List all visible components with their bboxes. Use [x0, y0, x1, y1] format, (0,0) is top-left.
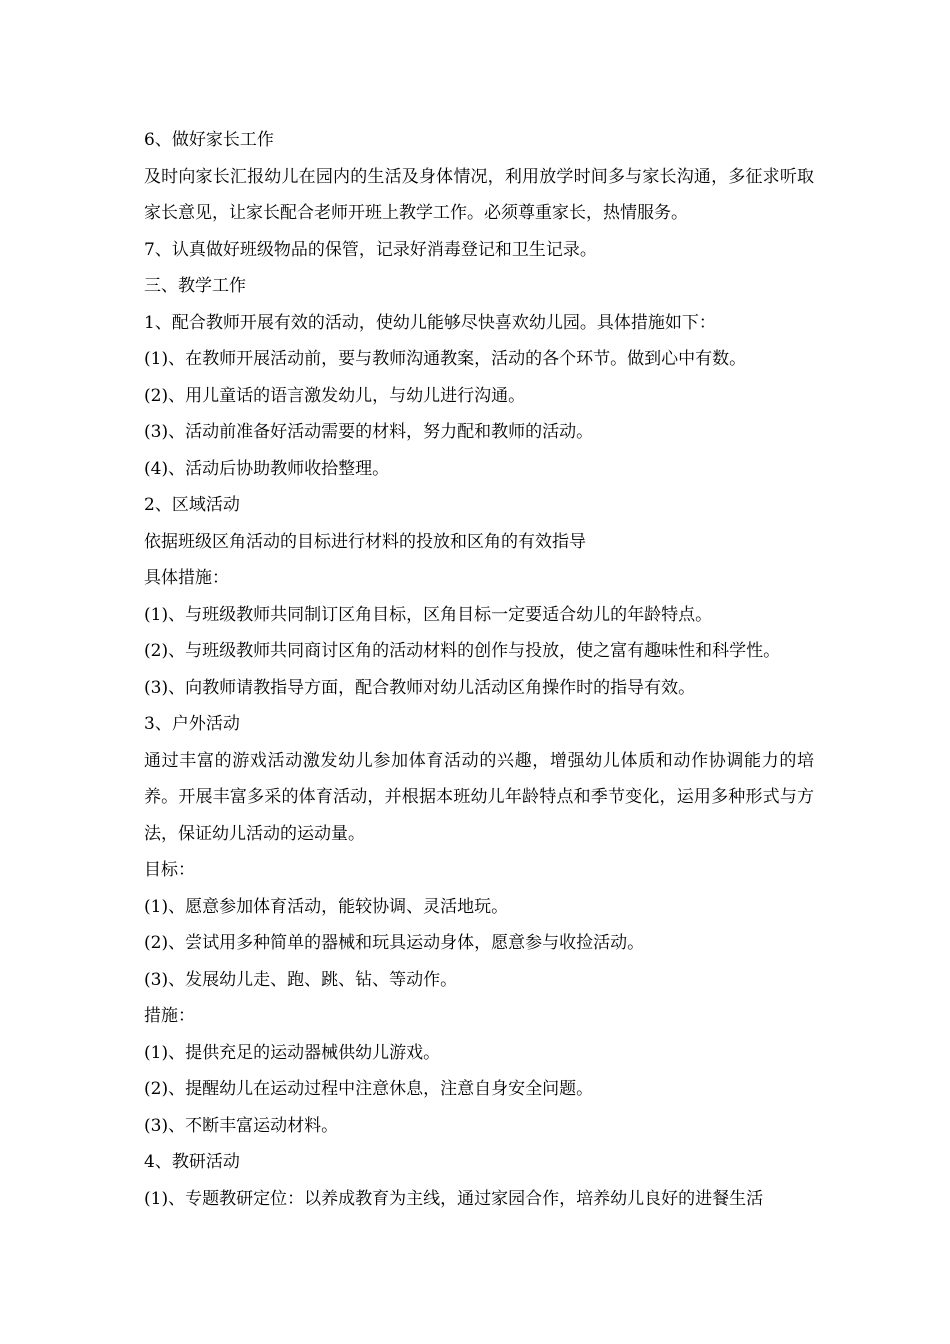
label-specific-measures: 具体措施：: [144, 568, 229, 588]
item-cooperate-teacher: 1、配合教师开展有效的活动，使幼儿能够尽快喜欢幼儿园。具体措施如下：: [144, 312, 716, 333]
area-item-3: (3)、向教师请教指导方面，配合教师对幼儿活动区角操作时的指导有效。: [144, 677, 696, 698]
sub-item-2: (2)、用儿童话的语言激发幼儿，与幼儿进行沟通。: [144, 385, 526, 406]
paragraph-outdoor-description: 通过丰富的游戏活动激发幼儿参加体育活动的兴趣，增强幼儿体质和动作协调能力的培养。开展丰富多采的体育活动，并根据本班幼儿年龄特点和季节变化，运用多种形式与方法，保证幼儿活动的运动量。: [144, 750, 814, 844]
label-measures: 措施：: [144, 1006, 195, 1026]
heading-parent-work: 6、做好家长工作: [144, 130, 274, 150]
heading-teaching-research: 4、教研活动: [144, 1152, 240, 1172]
sub-item-1: (1)、在教师开展活动前，要与教师沟通教案，活动的各个环节。做到心中有数。: [144, 349, 747, 369]
paragraph-parent-communication: 及时向家长汇报幼儿在园内的生活及身体情况，利用放学时间多与家长沟通，多征求听取家长意见，让家长配合老师开班上教学工作。必须尊重家长，热情服务。: [144, 166, 814, 223]
measure-item-2: (2)、提醒幼儿在运动过程中注意休息，注意自身安全问题。: [144, 1079, 594, 1099]
goal-item-3: (3)、发展幼儿走、跑、跳、钻、等动作。: [144, 969, 458, 990]
heading-outdoor-activity: 3、户外活动: [144, 714, 240, 734]
section-heading-teaching-work: 三、教学工作: [144, 276, 246, 296]
measure-item-3: (3)、不断丰富运动材料。: [144, 1115, 339, 1136]
label-goals: 目标：: [144, 860, 195, 880]
paragraph-area-goal: 依据班级区角活动的目标进行材料的投放和区角的有效指导: [144, 531, 586, 552]
goal-item-1: (1)、愿意参加体育活动，能较协调、灵活地玩。: [144, 896, 509, 917]
sub-item-3: (3)、活动前准备好活动需要的材料，努力配和教师的活动。: [144, 422, 594, 442]
document-body: [144, 122, 814, 1217]
area-item-1: (1)、与班级教师共同制订区角目标，区角目标一定要适合幼儿的年龄特点。: [144, 604, 713, 625]
goal-item-2: (2)、尝试用多种简单的器械和玩具运动身体，愿意参与收捡活动。: [144, 933, 645, 953]
measure-item-1: (1)、提供充足的运动器械供幼儿游戏。: [144, 1042, 441, 1063]
item-class-materials: 7、认真做好班级物品的保管，记录好消毒登记和卫生记录。: [144, 239, 597, 260]
sub-item-4: (4)、活动后协助教师收拾整理。: [144, 458, 390, 479]
area-item-2: (2)、与班级教师共同商讨区角的活动材料的创作与投放，使之富有趣味性和科学性。: [144, 641, 781, 661]
heading-area-activity: 2、区域活动: [144, 495, 240, 515]
research-item-1: (1)、专题教研定位：以养成教育为主线，通过家园合作，培养幼儿良好的进餐生活: [144, 1188, 764, 1209]
